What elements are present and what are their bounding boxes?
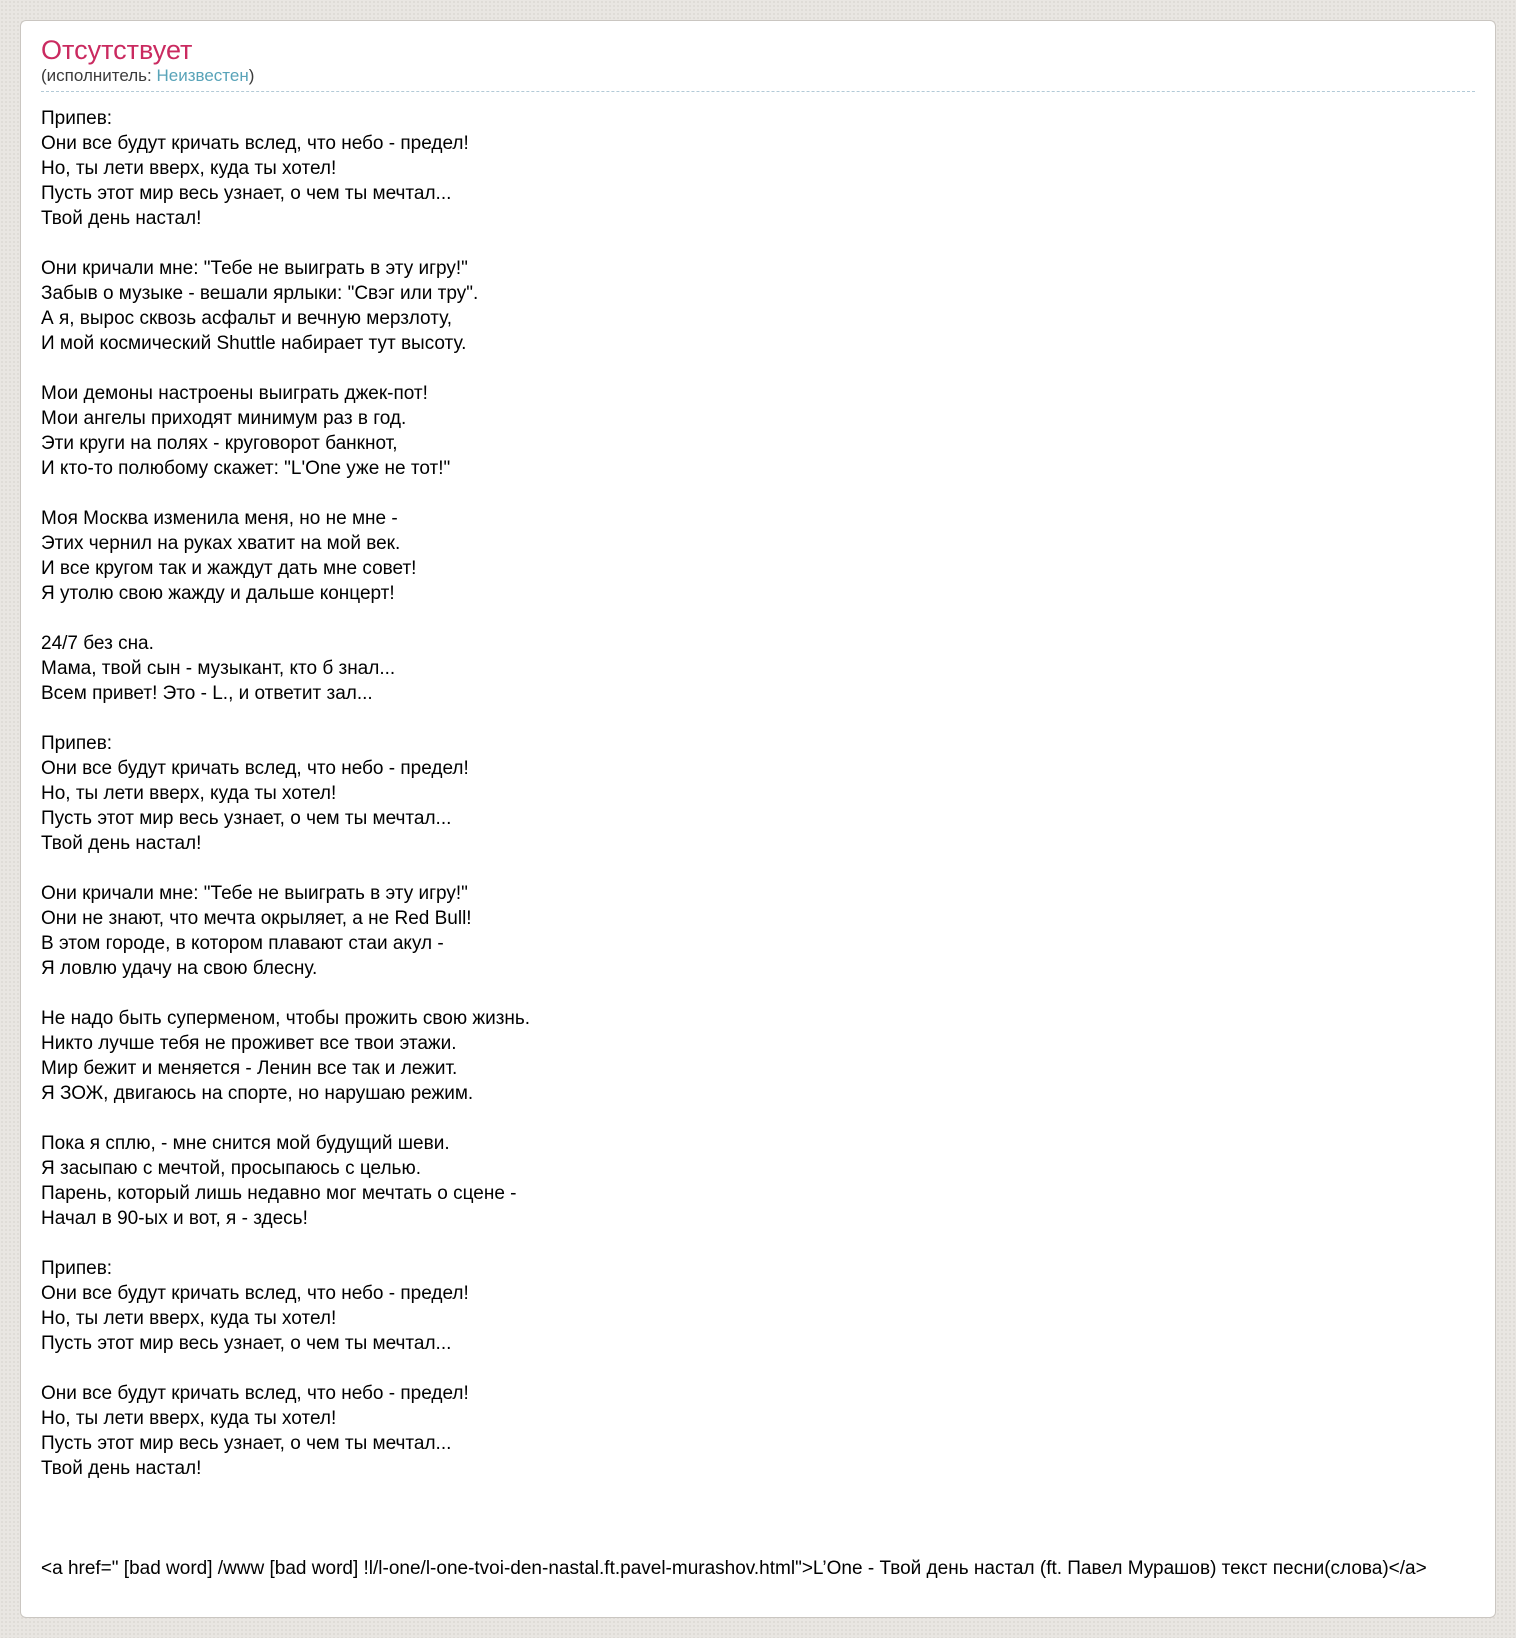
lyrics-line: Я засыпаю с мечтой, просыпаюсь с целью. [41, 1158, 421, 1179]
artist-suffix: ) [248, 66, 255, 85]
lyrics-line: Они все будут кричать вслед, что небо - предел! [41, 1283, 469, 1304]
lyrics-line: Они все будут кричать вслед, что небо - предел! [41, 133, 469, 154]
lyrics-line: Мир бежит и меняется - Ленин все так и лежит. [41, 1058, 458, 1079]
lyrics-card [20, 20, 1496, 1618]
song-header [41, 35, 1475, 92]
lyrics-line: Мама, твой сын - музыкант, кто б знал... [41, 658, 396, 679]
lyrics-line: Забыв о музыке - вешали ярлыки: "Свэг или тру". [41, 283, 479, 304]
lyrics-stanza [41, 731, 1475, 856]
lyrics-line: Припев: [41, 1258, 113, 1279]
lyrics-line: Моя Москва изменила меня, но не мне - [41, 508, 398, 529]
lyrics-line: Никто лучше тебя не проживет все твои этажи. [41, 1033, 457, 1054]
lyrics-line: Припев: [41, 108, 113, 129]
lyrics-line: Припев: [41, 733, 113, 754]
lyrics-line: Но, ты лети вверх, куда ты хотел! [41, 783, 337, 804]
lyrics-line: В этом городе, в котором плавают стаи акул - [41, 933, 444, 954]
lyrics-line: Но, ты лети вверх, куда ты хотел! [41, 158, 337, 179]
artist-link[interactable]: Неизвестен [156, 66, 249, 85]
lyrics-line: Они кричали мне: "Тебе не выиграть в эту игру!" [41, 258, 468, 279]
lyrics-line: Но, ты лети вверх, куда ты хотел! [41, 1408, 337, 1429]
lyrics-line: Пусть этот мир весь узнает, о чем ты мечтал... [41, 808, 452, 829]
lyrics-line: И кто-то полюбому скажет: "L'One уже не тот!" [41, 458, 451, 479]
lyrics-stanza [41, 1256, 1475, 1356]
lyrics-line: Они все будут кричать вслед, что небо - предел! [41, 1383, 469, 1404]
lyrics-stanza [41, 106, 1475, 231]
lyrics-line: Я ЗОЖ, двигаюсь на спорте, но нарушаю режим. [41, 1083, 474, 1104]
lyrics-line: Мои демоны настроены выиграть джек-пот! [41, 383, 428, 404]
lyrics-line: Всем привет! Это - L., и ответит зал... [41, 683, 373, 704]
lyrics-line: Пусть этот мир весь узнает, о чем ты мечтал... [41, 1433, 452, 1454]
lyrics-stanza [41, 256, 1475, 356]
lyrics-stanza [41, 631, 1475, 706]
artist-line [41, 66, 1475, 86]
lyrics-line: Мои ангелы приходят минимум раз в год. [41, 408, 407, 429]
lyrics-line: Я ловлю удачу на свою блесну. [41, 958, 318, 979]
lyrics-line: Они кричали мне: "Тебе не выиграть в эту игру!" [41, 883, 468, 904]
lyrics-line: И все кругом так и жаждут дать мне совет! [41, 558, 417, 579]
lyrics-line: Парень, который лишь недавно мог мечтать о сцене - [41, 1183, 517, 1204]
lyrics-line: Эти круги на полях - круговорот банкнот, [41, 433, 398, 454]
lyrics-line: Они не знают, что мечта окрыляет, а не Red Bull! [41, 908, 472, 929]
lyrics-line: 24/7 без сна. [41, 633, 154, 654]
artist-prefix: (исполнитель: [41, 66, 152, 85]
lyrics-line: Начал в 90-ых и вот, я - здесь! [41, 1208, 308, 1229]
lyrics-line: И мой космический Shuttle набирает тут высоту. [41, 333, 467, 354]
lyrics-stanza [41, 1381, 1475, 1481]
embed-code-text: <a href=" [bad word] /www [bad word] !l/l-one/l-one-tvoi-den-nastal.ft.pavel-murashov.html">L’One - Твой день настал (ft. Павел Мурашов) текст песни(слова)</a> [41, 1558, 1427, 1579]
lyrics-line: Твой день настал! [41, 208, 202, 229]
lyrics-line: Пусть этот мир весь узнает, о чем ты мечтал... [41, 1333, 452, 1354]
lyrics-stanza [41, 881, 1475, 981]
lyrics-line: Они все будут кричать вслед, что небо - предел! [41, 758, 469, 779]
lyrics-stanza [41, 1006, 1475, 1106]
lyrics-line: Но, ты лети вверх, куда ты хотел! [41, 1308, 337, 1329]
lyrics-line: Этих чернил на руках хватит на мой век. [41, 533, 401, 554]
lyrics-line: А я, вырос сквозь асфальт и вечную мерзлоту, [41, 308, 452, 329]
lyrics-line: Я утолю свою жажду и дальше концерт! [41, 583, 395, 604]
lyrics-stanza [41, 381, 1475, 481]
lyrics-stanza [41, 506, 1475, 606]
lyrics-line: Твой день настал! [41, 1458, 202, 1479]
lyrics-stanza [41, 1131, 1475, 1231]
lyrics-line: Не надо быть суперменом, чтобы прожить свою жизнь. [41, 1008, 531, 1029]
lyrics-line: Пока я сплю, - мне снится мой будущий шеви. [41, 1133, 450, 1154]
song-title[interactable]: Отсутствует [41, 35, 193, 65]
lyrics-line: Пусть этот мир весь узнает, о чем ты мечтал... [41, 183, 452, 204]
lyrics-text [41, 106, 1475, 1481]
lyrics-line: Твой день настал! [41, 833, 202, 854]
